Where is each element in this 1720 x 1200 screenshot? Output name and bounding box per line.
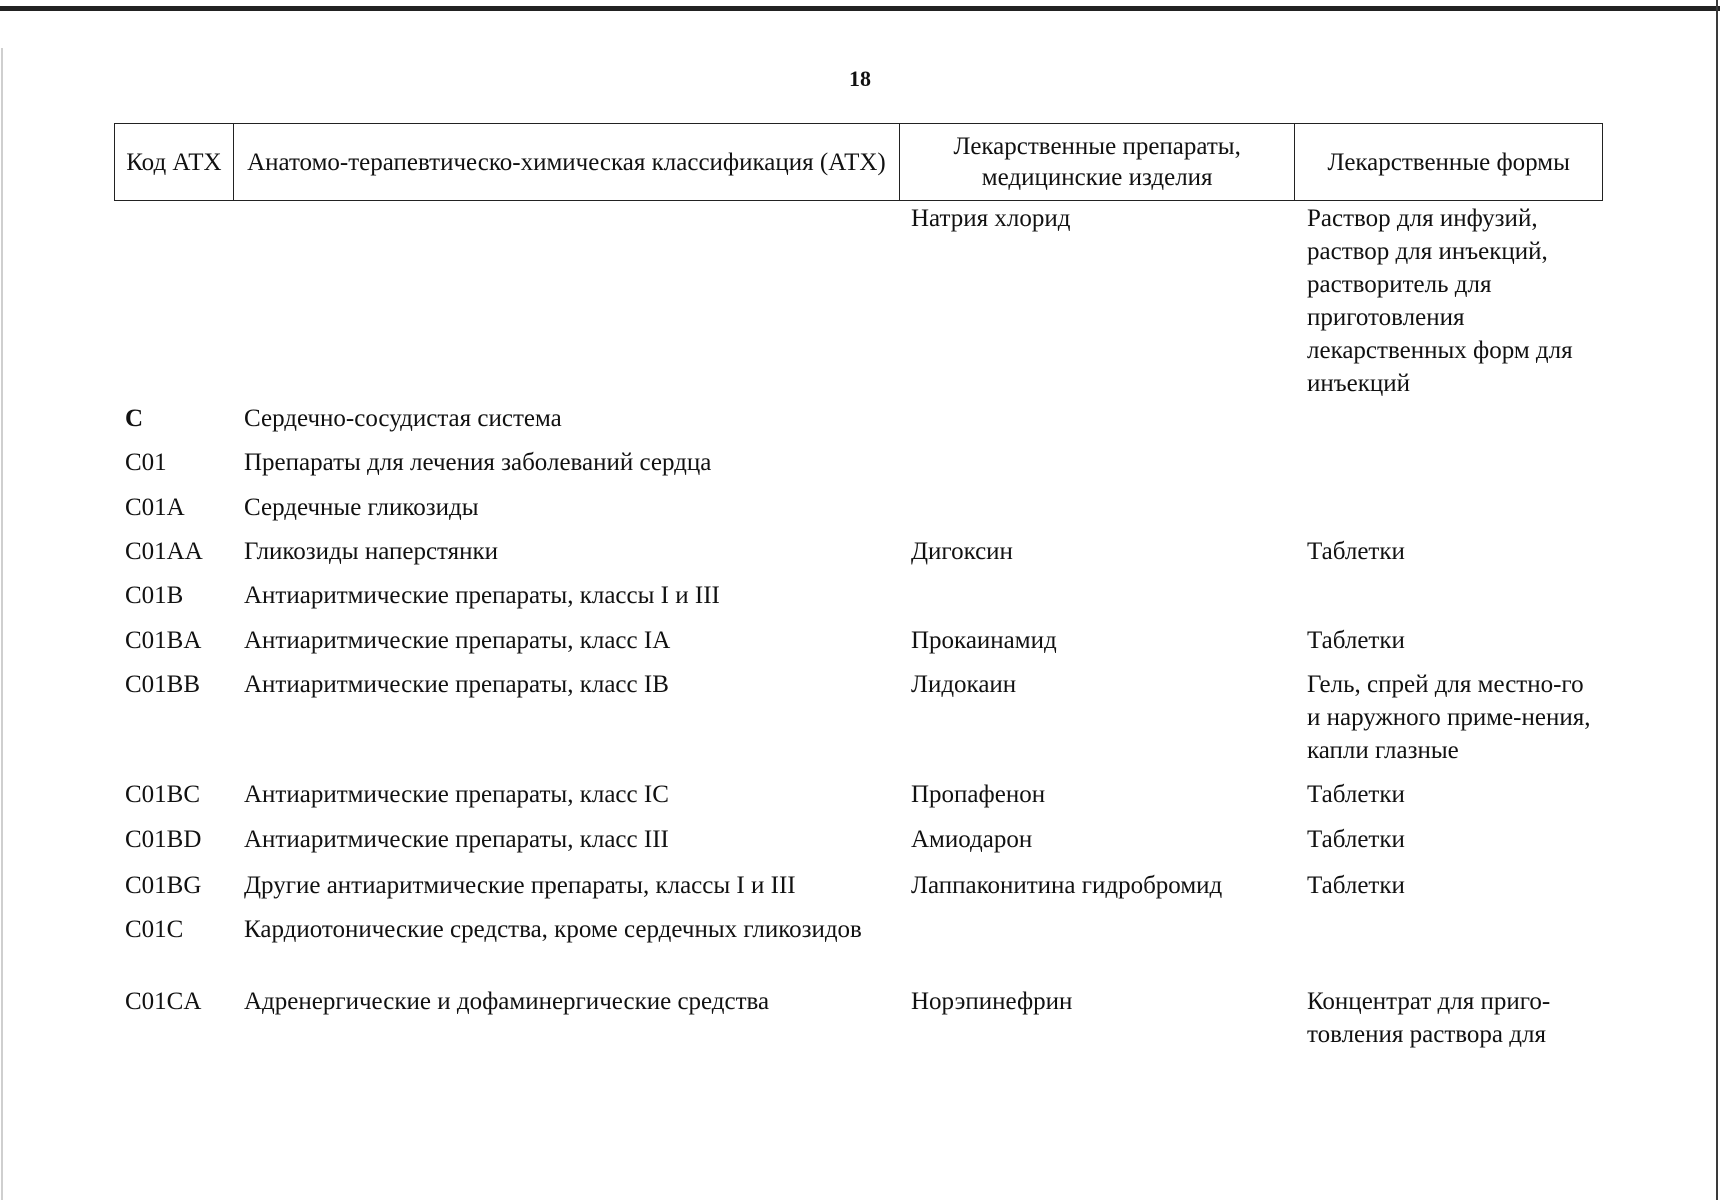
table-row [114,778,1603,823]
table-body [114,202,1603,1057]
row-code: C01BC [125,781,201,808]
row-drug [900,579,1296,624]
row-name: Адренергические и дофаминергические средства [244,988,770,1015]
row-drug: Прокаинамид [911,627,1057,654]
row-form: Раствор для инфузий, раствор для инъекций, растворитель для приготовления лекарственных форм для инъекций [1307,205,1573,397]
row-drug: Натрия хлорид [911,205,1071,232]
row-name: Антиаритмические препараты, класс IA [244,627,671,654]
table-row [114,913,1603,985]
row-drug: Дигоксин [911,538,1013,565]
table-row [114,579,1603,624]
row-form [1296,491,1603,535]
row-code: C01A [125,494,185,521]
page-number: 18 [849,66,871,91]
table-row [114,202,1603,402]
row-drug: Амиодарон [911,826,1033,853]
row-form [1296,446,1603,491]
row-code: C01BB [125,671,201,698]
row-drug [900,913,1296,985]
header-drugs: Лекарственные препараты, медицинские изделия [900,124,1295,200]
table-row [114,869,1603,913]
row-name: Антиаритмические препараты, класс IC [244,781,669,808]
table-row [114,491,1603,535]
row-drug [900,446,1296,491]
header-code: Код АТХ [115,124,234,200]
row-drug: Норэпинефрин [911,988,1073,1015]
row-form [1296,579,1603,624]
row-code: C01CA [125,988,202,1015]
table-row [114,985,1603,1057]
row-name: Сердечно-сосудистая система [244,405,562,432]
left-border-line [1,48,3,1200]
row-form [1296,402,1603,446]
row-name [233,202,900,402]
row-code: C01BD [125,826,202,853]
row-drug [900,491,1296,535]
row-code: C01BA [125,627,202,654]
row-form: Таблетки [1307,538,1405,565]
header-forms: Лекарственные формы [1327,148,1570,176]
row-code: C01BG [125,872,202,899]
row-form: Таблетки [1307,826,1405,853]
row-code: C01 [125,449,167,476]
table-header [114,123,1603,201]
row-form [1296,913,1603,985]
table-row [114,668,1603,778]
row-drug [900,402,1296,446]
table-row [114,402,1603,446]
row-form: Таблетки [1307,627,1405,654]
row-name: Сердечные гликозиды [244,494,479,521]
header-classification: Анатомо-терапевтическо-химическая классификация (АТХ) [234,124,900,200]
table-row [114,624,1603,668]
table-row [114,446,1603,491]
row-name: Антиаритмические препараты, класс IB [244,671,669,698]
row-form: Таблетки [1307,872,1405,899]
row-drug: Пропафенон [911,781,1046,808]
row-name: Кардиотонические средства, кроме сердечных гликозидов [244,916,862,943]
row-name: Препараты для лечения заболеваний сердца [244,449,712,476]
row-code: C01C [125,916,184,943]
row-form: Гель, спрей для местно-го и наружного приме-нения, капли глазные [1307,671,1591,764]
row-name: Гликозиды наперстянки [244,538,499,565]
top-border-line [0,6,1720,11]
row-code: C [125,405,144,432]
row-name: Антиаритмические препараты, класс III [244,826,669,853]
row-form: Таблетки [1307,781,1405,808]
row-form: Концентрат для приго-товления раствора для [1307,988,1551,1048]
row-code: C01B [125,582,184,609]
table-row [114,535,1603,579]
row-code [114,202,233,402]
table-row [114,823,1603,869]
row-code: C01AA [125,538,203,565]
row-name: Антиаритмические препараты, классы I и III [244,582,720,609]
right-border-line [1716,0,1718,1200]
row-drug: Лидокаин [911,671,1017,698]
row-drug: Лаппаконитина гидробромид [911,872,1223,899]
row-name: Другие антиаритмические препараты, классы I и III [244,872,796,899]
